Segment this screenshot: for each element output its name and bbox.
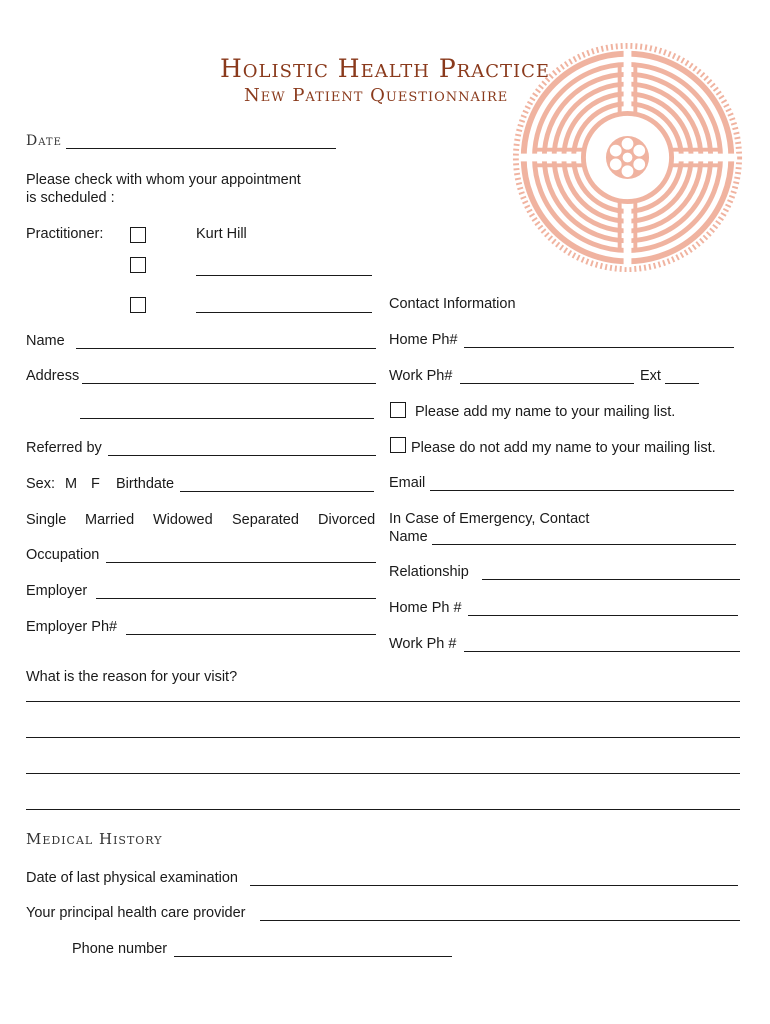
last-exam-label: Date of last physical examination xyxy=(26,870,238,886)
mailing-list-decline-label: Please do not add my name to your mailing list. xyxy=(411,440,716,456)
mailing-list-decline-checkbox[interactable] xyxy=(390,437,406,453)
visit-reason-line-4[interactable] xyxy=(26,809,740,810)
visit-reason-line-3[interactable] xyxy=(26,773,740,774)
practitioner-field-2[interactable] xyxy=(196,275,372,276)
mailing-list-add-checkbox[interactable] xyxy=(390,402,406,418)
sex-male-option[interactable]: M xyxy=(65,476,78,492)
practitioner-checkbox-3[interactable] xyxy=(130,297,146,313)
contact-heading: Contact Information xyxy=(389,296,516,312)
marital-widowed[interactable]: Widowed xyxy=(153,512,213,528)
name-field[interactable] xyxy=(76,348,376,349)
marital-married[interactable]: Married xyxy=(85,512,135,528)
practitioner-checkbox-1[interactable] xyxy=(130,227,146,243)
provider-phone-label: Phone number xyxy=(72,941,168,957)
employer-label: Employer xyxy=(26,583,88,599)
provider-phone-field[interactable] xyxy=(174,956,452,957)
referred-by-label: Referred by xyxy=(26,440,102,456)
emergency-home-phone-field[interactable] xyxy=(468,615,738,616)
ext-field[interactable] xyxy=(665,383,699,384)
relationship-label: Relationship xyxy=(389,564,469,580)
practitioner-name-1: Kurt Hill xyxy=(196,226,247,242)
emergency-name-field[interactable] xyxy=(432,544,736,545)
ext-label: Ext xyxy=(640,368,661,384)
practitioner-label: Practitioner: xyxy=(26,226,104,242)
name-label: Name xyxy=(26,333,65,349)
address-field-1[interactable] xyxy=(82,383,376,384)
emergency-name-label: Name xyxy=(389,529,428,545)
visit-reason-line-2[interactable] xyxy=(26,737,740,738)
sex-label: Sex: xyxy=(26,476,56,492)
marital-single[interactable]: Single xyxy=(26,512,67,528)
emergency-work-phone-field[interactable] xyxy=(464,651,740,652)
employer-field[interactable] xyxy=(96,598,376,599)
referred-by-field[interactable] xyxy=(108,455,376,456)
email-label: Email xyxy=(389,475,426,491)
birthdate-label: Birthdate xyxy=(116,476,175,492)
last-exam-field[interactable] xyxy=(250,885,738,886)
marital-separated[interactable]: Separated xyxy=(232,512,299,528)
emergency-contact-heading: In Case of Emergency, Contact xyxy=(389,511,590,527)
email-field[interactable] xyxy=(430,490,734,491)
address-label: Address xyxy=(26,368,80,384)
birthdate-field[interactable] xyxy=(180,491,374,492)
employer-phone-field[interactable] xyxy=(126,634,376,635)
home-phone-field[interactable] xyxy=(464,347,734,348)
medical-history-heading: Medical History xyxy=(26,830,163,848)
practitioner-checkbox-2[interactable] xyxy=(130,257,146,273)
visit-reason-line-1[interactable] xyxy=(26,701,740,702)
mailing-list-add-label: Please add my name to your mailing list. xyxy=(415,404,676,420)
appointment-question-line2: is scheduled : xyxy=(26,190,115,206)
emergency-work-phone-label: Work Ph # xyxy=(389,636,457,652)
provider-label: Your principal health care provider xyxy=(26,905,246,921)
marital-divorced[interactable]: Divorced xyxy=(318,512,376,528)
page-subtitle: New Patient Questionnaire xyxy=(244,85,509,106)
occupation-field[interactable] xyxy=(106,562,376,563)
emergency-home-phone-label: Home Ph # xyxy=(389,600,462,616)
relationship-field[interactable] xyxy=(482,579,740,580)
page-title: Holistic Health Practice xyxy=(220,54,551,83)
appointment-question-line1: Please check with whom your appointment xyxy=(26,172,301,188)
date-label: Date xyxy=(26,133,62,149)
visit-reason-question: What is the reason for your visit? xyxy=(26,669,238,685)
home-phone-label: Home Ph# xyxy=(389,332,458,348)
work-phone-label: Work Ph# xyxy=(389,368,453,384)
provider-field[interactable] xyxy=(260,920,740,921)
date-field[interactable] xyxy=(66,148,336,149)
address-field-2[interactable] xyxy=(80,418,374,419)
work-phone-field[interactable] xyxy=(460,383,634,384)
occupation-label: Occupation xyxy=(26,547,100,563)
employer-phone-label: Employer Ph# xyxy=(26,619,118,635)
sex-female-option[interactable]: F xyxy=(91,476,100,492)
practitioner-field-3[interactable] xyxy=(196,312,372,313)
